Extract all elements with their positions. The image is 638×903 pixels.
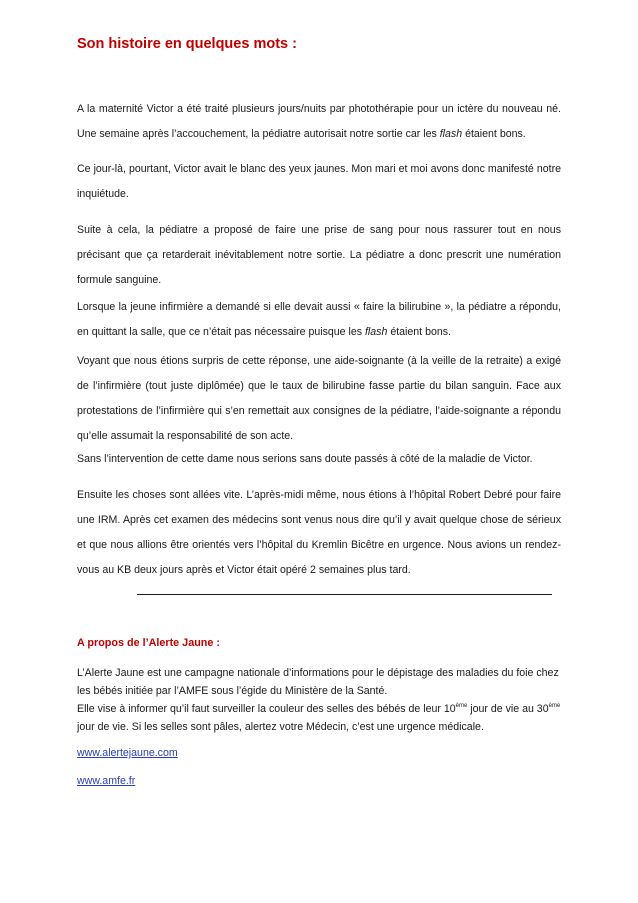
alertejaune-link[interactable]: www.alertejaune.com	[77, 747, 178, 759]
about-title: A propos de l’Alerte Jaune :	[77, 637, 220, 649]
about-text: jour de vie au 30	[467, 703, 549, 715]
page-title: Son histoire en quelques mots :	[77, 36, 297, 52]
paragraph-aide-soignante: Voyant que nous étions surpris de cette réponse, une aide-soignante (à la veille de la retraite) a exigé de l’infirmière (tout juste diplômée) que le taux de bilirubine fasse partie du bilan sanguin. Face aux protestations de l’infirmière qui s’en remettait aux consignes de la pédiatre, l’aide-soignante a répondu qu’elle assumait la responsabilité de son acte.	[77, 355, 561, 442]
paragraph-text: Lorsque la jeune infirmière a demandé si elle devait aussi « faire la bilirubine », la pédiatre a répondu, en quittant la salle, que ce n’était pas nécessaire puisque les	[77, 301, 561, 338]
emphasis-text: flash	[439, 128, 463, 140]
superscript: ème	[548, 703, 561, 709]
about-text: jour de vie. Si les selles sont pâles, alertez votre Médecin, c’est une urgence médicale.	[77, 721, 484, 733]
about-text: Elle vise à informer qu’il faut surveiller la couleur des selles des bébés de leur 10	[77, 703, 456, 715]
paragraph-yellow-eyes: Ce jour-là, pourtant, Victor avait le blanc des yeux jaunes. Mon mari et moi avons donc manifesté notre inquiétude.	[77, 163, 561, 200]
amfe-link[interactable]: www.amfe.fr	[77, 775, 136, 787]
paragraph-maternity	[77, 97, 561, 147]
about-text-details	[77, 700, 561, 736]
paragraph-text: étaient bons.	[462, 128, 526, 140]
separator-line	[137, 594, 552, 595]
emphasis-text: flash	[364, 326, 388, 338]
paragraph-text: A la maternité Victor a été traité plusieurs jours/nuits par photothérapie pour un ictère du nouveau né. Une semaine après l’accouchement, la pédiatre autorisait notre sortie car les	[77, 103, 561, 140]
paragraph-text: étaient bons.	[387, 326, 451, 338]
paragraph-intervention: Sans l’intervention de cette dame nous serions sans doute passés à côté de la maladie de Victor.	[77, 453, 533, 465]
paragraph-bilirubin	[77, 295, 561, 345]
paragraph-hospital: Ensuite les choses sont allées vite. L’après-midi même, nous étions à l’hôpital Robert Debré pour faire une IRM. Après cet examen des médecins sont venus nous dire qu’il y avait quelque chose de sérieux et que nous allions être orientés vers l’hôpital du Kremlin Bicêtre en urgence. Nous avions un rendez-vous au KB deux jours après et Victor était opéré 2 semaines plus tard.	[77, 489, 561, 576]
about-text-intro: L’Alerte Jaune est une campagne nationale d’informations pour le dépistage des maladies du foie chez les bébés initiée par l’AMFE sous l’égide du Ministère de la Santé.	[77, 667, 559, 697]
paragraph-blood-test: Suite à cela, la pédiatre a proposé de faire une prise de sang pour nous rassurer tout en nous précisant que ça retarderait inévitablement notre sortie. La pédiatre a donc prescrit une numération formule sanguine.	[77, 224, 561, 286]
superscript: ème	[455, 703, 468, 709]
